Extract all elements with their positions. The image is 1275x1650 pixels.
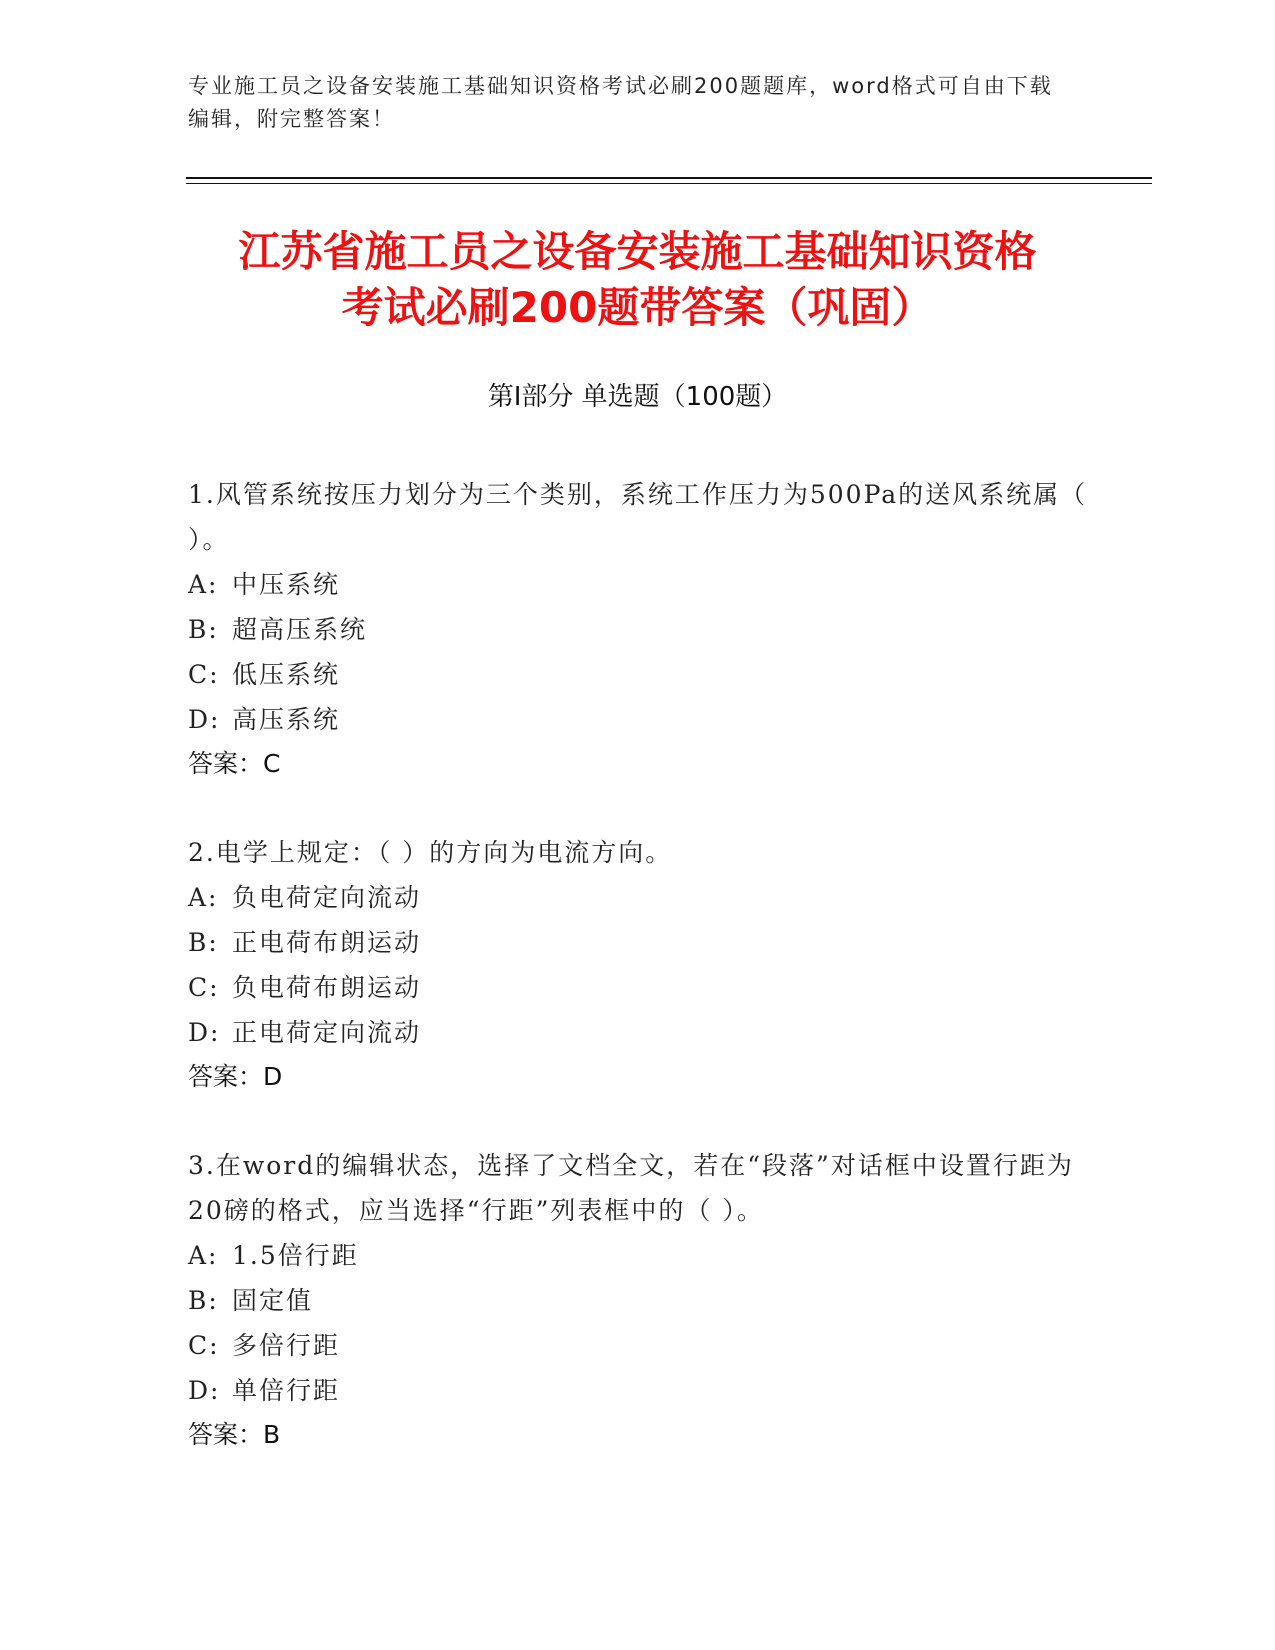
header-rule-thick: [186, 177, 1152, 179]
option-text: 高压系统: [232, 705, 341, 734]
question-2: [188, 830, 1088, 1099]
question-1: [188, 472, 1088, 786]
option-text: 固定值: [232, 1286, 314, 1315]
option-b: [188, 1278, 1088, 1323]
section-title: 第Ⅰ部分 单选题（100题）: [487, 382, 788, 412]
option-text: 多倍行距: [232, 1331, 341, 1360]
option-a: [188, 875, 1088, 920]
header-rule-thin: [186, 183, 1152, 184]
option-text: 中压系统: [232, 570, 341, 599]
document-title-line-1: 江苏省施工员之设备安装施工基础知识资格: [238, 227, 1037, 276]
question-stem: 3.在word的编辑状态，选择了文档全文，若在“段落”对话框中设置行距为20磅的格式，应当选择“行距”列表框中的（ ）。: [188, 1151, 1074, 1225]
option-c: [188, 965, 1088, 1010]
answer-line: 答案：C: [188, 749, 281, 778]
question-stem: 2.电学上规定：（ ）的方向为电流方向。: [188, 838, 673, 867]
option-text: 1.5倍行距: [232, 1241, 359, 1270]
option-d: [188, 1010, 1088, 1055]
document-title: [150, 224, 1125, 336]
question-stem: 1.风管系统按压力划分为三个类别，系统工作压力为500Pa的送风系统属（ ）。: [188, 480, 1088, 554]
answer-line: 答案：D: [188, 1062, 283, 1091]
option-b: [188, 607, 1088, 652]
option-a: [188, 1233, 1088, 1278]
question-list: [188, 472, 1088, 1501]
option-text: 负电荷布朗运动: [232, 973, 422, 1002]
option-letter: A:: [188, 883, 219, 912]
option-letter: C:: [188, 1331, 220, 1360]
option-letter: D:: [188, 1018, 221, 1047]
answer-line: 答案：B: [188, 1420, 281, 1449]
option-d: [188, 1368, 1088, 1413]
option-b: [188, 920, 1088, 965]
option-letter: A:: [188, 570, 219, 599]
option-text: 单倍行距: [232, 1376, 341, 1405]
option-letter: C:: [188, 660, 220, 689]
option-c: [188, 1323, 1088, 1368]
option-letter: B:: [188, 615, 219, 644]
option-letter: C:: [188, 973, 220, 1002]
header-note: 专业施工员之设备安装施工基础知识资格考试必刷200题题库，word格式可自由下载编辑，附完整答案！: [188, 74, 1053, 131]
option-letter: A:: [188, 1241, 219, 1270]
option-a: [188, 562, 1088, 607]
option-text: 低压系统: [232, 660, 341, 689]
option-text: 正电荷定向流动: [232, 1018, 422, 1047]
option-text: 超高压系统: [232, 615, 368, 644]
option-text: 正电荷布朗运动: [232, 928, 422, 957]
option-letter: B:: [188, 928, 219, 957]
option-d: [188, 697, 1088, 742]
option-text: 负电荷定向流动: [232, 883, 422, 912]
option-letter: D:: [188, 705, 221, 734]
document-title-line-2: 考试必刷200题带答案（巩固）: [341, 283, 934, 332]
option-letter: B:: [188, 1286, 219, 1315]
question-3: [188, 1143, 1088, 1457]
option-c: [188, 652, 1088, 697]
option-letter: D:: [188, 1376, 221, 1405]
